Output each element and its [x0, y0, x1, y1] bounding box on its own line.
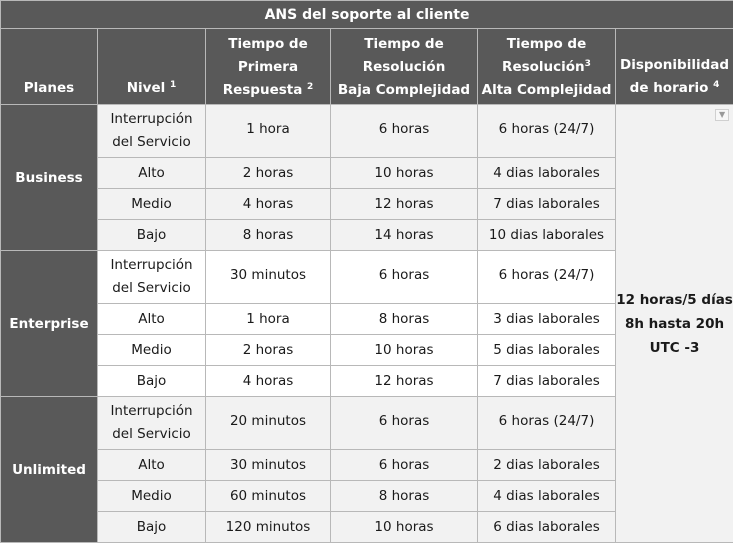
level-cell: Bajo: [98, 366, 206, 397]
level-cell: Interrupción del Servicio: [98, 397, 206, 450]
first-response-cell: 2 horas: [206, 158, 331, 189]
high-complexity-cell: 6 dias laborales: [478, 512, 616, 543]
header-disponibilidad: Disponibilidad de horario $^4$: [616, 29, 733, 105]
header-planes: Planes: [1, 29, 98, 105]
high-complexity-cell: 6 horas (24/7): [478, 397, 616, 450]
high-complexity-cell: 4 dias laborales: [478, 158, 616, 189]
header-resolucion-baja: Tiempo de Resolución Baja Complejidad: [331, 29, 478, 105]
first-response-cell: 120 minutos: [206, 512, 331, 543]
high-complexity-cell: 3 dias laborales: [478, 304, 616, 335]
first-response-cell: 4 horas: [206, 366, 331, 397]
level-cell: Alto: [98, 450, 206, 481]
plan-unlimited: Unlimited: [1, 397, 98, 543]
footnote-marker: 1: [169, 80, 177, 90]
level-cell: Bajo: [98, 512, 206, 543]
first-response-cell: 1 hora: [206, 304, 331, 335]
plan-enterprise: Enterprise: [1, 251, 98, 397]
header-row: [1, 29, 733, 105]
low-complexity-cell: 10 horas: [331, 335, 478, 366]
level-cell: Alto: [98, 304, 206, 335]
table-title: ANS del soporte al cliente: [1, 1, 733, 29]
first-response-cell: 8 horas: [206, 220, 331, 251]
high-complexity-cell: 7 dias laborales: [478, 366, 616, 397]
high-complexity-cell: 2 dias laborales: [478, 450, 616, 481]
level-cell: Medio: [98, 189, 206, 220]
availability-cell: [616, 105, 733, 543]
low-complexity-cell: 6 horas: [331, 251, 478, 304]
low-complexity-cell: 8 horas: [331, 304, 478, 335]
high-complexity-cell: 6 horas (24/7): [478, 251, 616, 304]
availability-line: UTC -3: [649, 339, 700, 356]
low-complexity-cell: 10 horas: [331, 512, 478, 543]
level-cell: Medio: [98, 481, 206, 512]
low-complexity-cell: 14 horas: [331, 220, 478, 251]
chevron-down-icon[interactable]: ▼: [715, 109, 729, 121]
table-row: [1, 105, 733, 158]
low-complexity-cell: 10 horas: [331, 158, 478, 189]
first-response-cell: 30 minutos: [206, 450, 331, 481]
header-nivel: Nivel $^1$: [98, 29, 206, 105]
level-cell: Interrupción del Servicio: [98, 251, 206, 304]
first-response-cell: 30 minutos: [206, 251, 331, 304]
availability-line: 12 horas/5 días: [616, 291, 733, 308]
level-cell: Bajo: [98, 220, 206, 251]
first-response-cell: 60 minutos: [206, 481, 331, 512]
header-resolucion-alta: Tiempo de Resolución$^3$ Alta Complejidad: [478, 29, 616, 105]
low-complexity-cell: 12 horas: [331, 189, 478, 220]
high-complexity-cell: 7 dias laborales: [478, 189, 616, 220]
first-response-cell: 20 minutos: [206, 397, 331, 450]
high-complexity-cell: 6 horas (24/7): [478, 105, 616, 158]
footnote-marker: 4: [713, 80, 720, 90]
level-cell: Interrupción del Servicio: [98, 105, 206, 158]
availability-line: 8h hasta 20h: [624, 315, 725, 332]
level-cell: Medio: [98, 335, 206, 366]
plan-business: Business: [1, 105, 98, 251]
header-primera-respuesta: Tiempo de Primera Respuesta $^2$: [206, 29, 331, 105]
high-complexity-cell: 5 dias laborales: [478, 335, 616, 366]
high-complexity-cell: 4 dias laborales: [478, 481, 616, 512]
footnote-marker: 3: [584, 59, 591, 69]
first-response-cell: 2 horas: [206, 335, 331, 366]
footnote-marker: 2: [307, 82, 314, 92]
low-complexity-cell: 6 horas: [331, 397, 478, 450]
first-response-cell: 1 hora: [206, 105, 331, 158]
low-complexity-cell: 6 horas: [331, 450, 478, 481]
level-cell: Alto: [98, 158, 206, 189]
high-complexity-cell: 10 dias laborales: [478, 220, 616, 251]
low-complexity-cell: 6 horas: [331, 105, 478, 158]
low-complexity-cell: 8 horas: [331, 481, 478, 512]
low-complexity-cell: 12 horas: [331, 366, 478, 397]
first-response-cell: 4 horas: [206, 189, 331, 220]
